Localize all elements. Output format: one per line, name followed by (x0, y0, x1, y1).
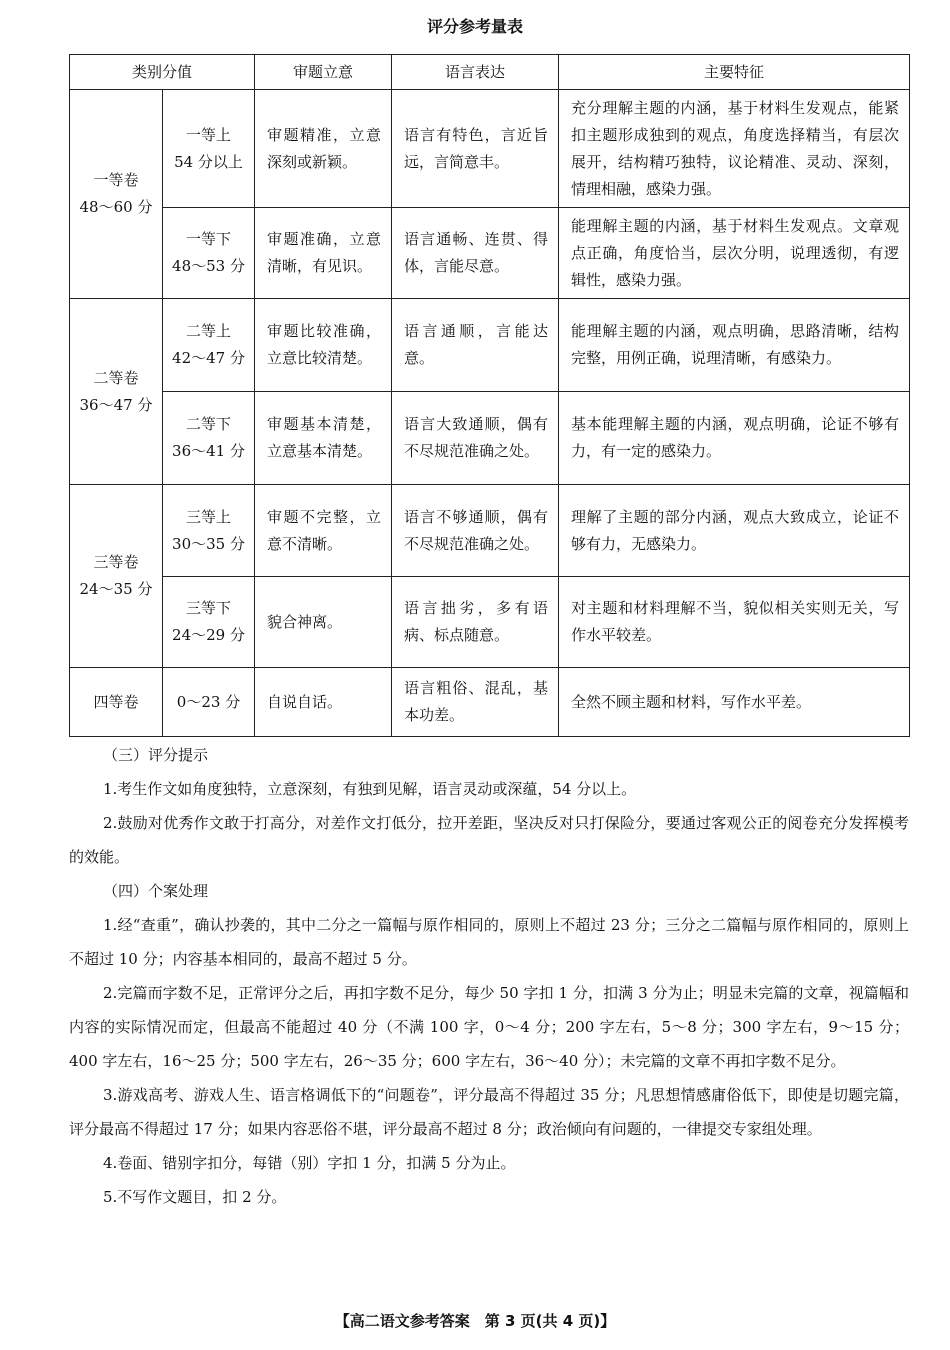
table-row (70, 668, 910, 737)
group-label-cell (70, 299, 163, 485)
table-row (70, 577, 910, 668)
yuyan-cell: 语言拙劣，多有语病、标点随意。 (392, 577, 559, 668)
tezheng-cell: 对主题和材料理解不当，貌似相关实则无关，写作水平较差。 (559, 577, 910, 668)
sub-label-cell (163, 485, 255, 577)
table-row (70, 485, 910, 577)
group-range: 48～60 分 (79, 198, 153, 216)
group-range: 36～47 分 (79, 395, 153, 414)
table-row (70, 208, 910, 299)
table-row (70, 392, 910, 485)
yuyan-cell: 语言不够通顺，偶有不尽规范准确之处。 (392, 485, 559, 577)
sub-label-cell (163, 392, 255, 485)
table-row (70, 299, 910, 392)
note-item: 2.鼓励对优秀作文敢于打高分，对差作文打低分，拉开差距，坚决反对只打保险分，要通过客观公正的阅卷充分发挥模考的效能。 (69, 814, 909, 866)
group-label-cell (70, 485, 163, 668)
yuyan-cell: 语言有特色，言近旨远，言简意丰。 (392, 90, 559, 208)
group-label: 三等卷 (93, 553, 139, 571)
sub-range: 36～41 分 (172, 442, 245, 460)
note-item: 2.完篇而字数不足，正常评分之后，再扣字数不足分，每少 50 字扣 1 分，扣满 3 分为止；明显未完篇的文章，视篇幅和内容的实际情况而定，但最高不能超过 40 分（不满 100 字，0～4 分；200 字左右，5～8 分；300 字左右，9～15 分；400 字左右，16～25 分；500 字左右，26～35 分；600 字左右，36～40 分）；未完篇的文章不再扣字数不足分。 (69, 984, 909, 1070)
section-heading: （四）个案处理 (103, 882, 209, 900)
sub-range: 48～53 分 (172, 257, 245, 275)
section-heading: （三）评分提示 (103, 746, 209, 764)
shenti-cell: 审题基本清楚，立意基本清楚。 (255, 392, 392, 485)
tezheng-cell: 能理解主题的内涵，基于材料生发观点。文章观点正确，角度恰当，层次分明，说理透彻，有逻辑性，感染力强。 (559, 208, 910, 299)
header-category: 类别分值 (70, 55, 255, 90)
group-label: 一等卷 (93, 171, 139, 189)
yuyan-cell: 语言通顺，言能达意。 (392, 299, 559, 392)
sub-range: 30～35 分 (172, 534, 245, 553)
yuyan-cell: 语言通畅、连贯、得体，言能尽意。 (392, 208, 559, 299)
group-label: 四等卷 (70, 668, 163, 737)
sub-label: 一等下 (186, 230, 232, 248)
sub-range: 54 分以上 (174, 152, 243, 171)
shenti-cell: 审题精准，立意深刻或新颖。 (255, 90, 392, 208)
tezheng-cell: 充分理解主题的内涵，基于材料生发观点，能紧扣主题形成独到的观点，角度选择精当，有层次展开，结构精巧独特，议论精准、灵动、深刻，情理相融，感染力强。 (559, 90, 910, 208)
note-item: 1.考生作文如角度独特，立意深刻，有独到见解，语言灵动或深蕴，54 分以上。 (103, 780, 637, 798)
table-header-row (70, 55, 910, 90)
sub-label: 一等上 (186, 125, 232, 144)
page-footer: 【高二语文参考答案 第 3 页(共 4 页)】 (334, 1312, 616, 1330)
group-label-cell (70, 90, 163, 299)
tezheng-cell: 基本能理解主题的内涵，观点明确，论证不够有力，有一定的感染力。 (559, 392, 910, 485)
table-row (70, 90, 910, 208)
page-title: 评分参考量表 (426, 17, 523, 36)
yuyan-cell: 语言大致通顺，偶有不尽规范准确之处。 (392, 392, 559, 485)
note-item: 1.经“查重”，确认抄袭的，其中二分之一篇幅与原作相同的，原则上不超过 23 分；三分之二篇幅与原作相同的，原则上不超过 10 分；内容基本相同的，最高不超过 5 分。 (69, 916, 909, 968)
sub-label: 三等下 (186, 599, 232, 617)
sub-label-cell (163, 90, 255, 208)
notes-section (69, 738, 909, 1214)
sub-label: 二等上 (186, 322, 232, 340)
shenti-cell: 自说自话。 (255, 668, 392, 737)
tezheng-cell: 能理解主题的内涵，观点明确，思路清晰，结构完整，用例正确，说理清晰，有感染力。 (559, 299, 910, 392)
shenti-cell: 审题比较准确，立意比较清楚。 (255, 299, 392, 392)
tezheng-cell: 理解了主题的部分内涵，观点大致成立，论证不够有力，无感染力。 (559, 485, 910, 577)
sub-label-cell (163, 577, 255, 668)
sub-range: 42～47 分 (172, 349, 245, 367)
sub-label: 二等下 (186, 415, 232, 433)
tezheng-cell: 全然不顾主题和材料，写作水平差。 (559, 668, 910, 737)
sub-label-cell (163, 208, 255, 299)
shenti-cell: 貌合神离。 (255, 577, 392, 668)
header-tezheng: 主要特征 (559, 55, 910, 90)
note-item: 4.卷面、错别字扣分，每错（别）字扣 1 分，扣满 5 分为止。 (103, 1154, 516, 1172)
shenti-cell: 审题准确，立意清晰，有见识。 (255, 208, 392, 299)
shenti-cell: 审题不完整，立意不清晰。 (255, 485, 392, 577)
yuyan-cell: 语言粗俗、混乱，基本功差。 (392, 668, 559, 737)
header-yuyan: 语言表达 (392, 55, 559, 90)
sub-range: 24～29 分 (172, 626, 245, 644)
sub-label-cell (163, 299, 255, 392)
group-range: 24～35 分 (79, 580, 153, 598)
group-label: 二等卷 (93, 368, 139, 387)
note-item: 5.不写作文题目，扣 2 分。 (103, 1188, 287, 1206)
header-shenti: 审题立意 (255, 55, 392, 90)
sub-label: 三等上 (186, 507, 232, 526)
sub-range: 0～23 分 (163, 668, 255, 737)
scoring-table (69, 54, 910, 737)
note-item: 3.游戏高考、游戏人生、语言格调低下的“问题卷”，评分最高不得超过 35 分；凡思想情感庸俗低下，即使是切题完篇，评分最高不得超过 17 分；如果内容恶俗不堪，评分最高不超过 8 分；政治倾向有问题的，一律提交专家组处理。 (69, 1086, 909, 1138)
